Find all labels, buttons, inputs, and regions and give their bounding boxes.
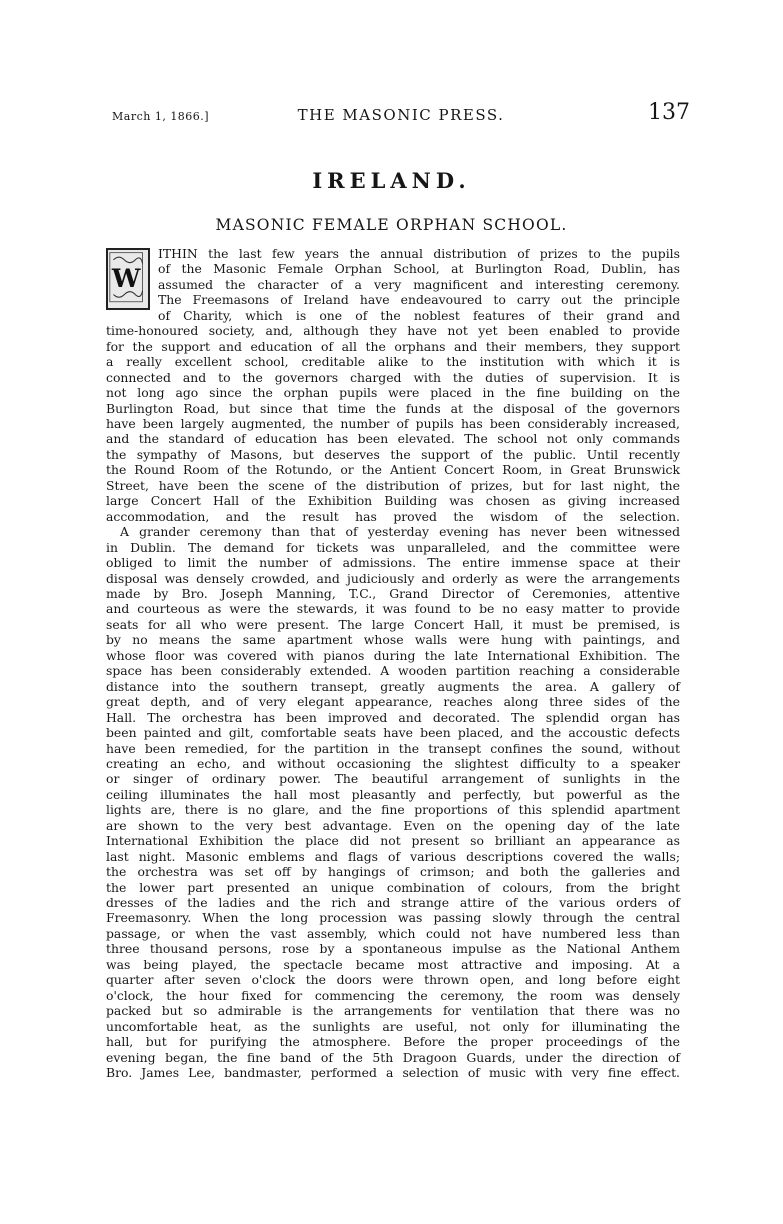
text-line: whose floor was covered with pianos during the late International Exhibition. The <box>106 647 680 663</box>
publication-title: THE MASONIC PRESS. <box>297 106 505 124</box>
text-line: hall, but for purifying the atmosphere. Before the proper proceedings of the <box>106 1034 680 1050</box>
text-line: Freemasonry. When the long procession was passing slowly through the central <box>106 910 680 926</box>
text-line: quarter after seven o'clock the doors were thrown open, and long before eight <box>106 972 680 988</box>
text-line: ITHIN the last few years the annual distribution of prizes to the pupils <box>158 246 680 261</box>
text-line: three thousand persons, rose by a spontaneous impulse as the National Anthem <box>106 941 680 957</box>
text-line: connected and to the governors charged with the duties of supervision. It is <box>106 369 680 385</box>
text-line: have been remedied, for the partition in the transept confines the sound, without <box>106 740 680 756</box>
text-line: seats for all who were present. The large Concert Hall, it must be premised, is <box>106 616 680 632</box>
text-line: great depth, and of very elegant appearance, reaches along three sides of the <box>106 694 680 710</box>
text-line: ceiling illuminates the hall most pleasantly and perfectly, but powerful as the <box>106 786 680 802</box>
text-line: uncomfortable heat, as the sunlights are useful, not only for illuminating the <box>106 1018 680 1034</box>
text-line: disposal was densely crowded, and judiciously and orderly as were the arrangements <box>106 570 680 586</box>
text-line: are shown to the very best advantage. Even on the opening day of the late <box>106 817 680 833</box>
text-line: creating an echo, and without occasioning the slightest difficulty to a speaker <box>106 755 680 771</box>
text-line: distance into the southern transept, greatly augments the area. A gallery of <box>106 678 680 694</box>
text-line: made by Bro. Joseph Manning, T.C., Grand Director of Ceremonies, attentive <box>106 585 680 601</box>
text-line: of Charity, which is one of the noblest features of their grand and <box>158 307 680 323</box>
text-line: the sympathy of Masons, but deserves the support of the public. Until recently <box>106 446 680 462</box>
text-line: and courteous as were the stewards, it was found to be no easy matter to provide <box>106 601 680 617</box>
paragraph-2 <box>106 524 680 1080</box>
text-line: The Freemasons of Ireland have endeavoured to carry out the principle <box>158 292 680 308</box>
article-title: MASONIC FEMALE ORPHAN SCHOOL. <box>215 216 568 234</box>
text-line: obliged to limit the number of admissions. The entire immense space at their <box>106 555 680 571</box>
text-line: the orchestra was set off by hangings of crimson; and both the galleries and <box>106 864 680 880</box>
text-line: time-honoured society, and, although they have not yet been enabled to provide <box>106 323 680 339</box>
text-line: dresses of the ladies and the rich and strange attire of the various orders of <box>106 895 680 911</box>
text-line: was being played, the spectacle became most attractive and imposing. At a <box>106 956 680 972</box>
page-number: 137 <box>648 100 690 125</box>
section-title: IRELAND. <box>312 168 471 193</box>
text-line: have been largely augmented, the number of pupils has been considerably increased, <box>106 415 680 431</box>
svg-text:W: W <box>111 264 141 295</box>
text-line: the lower part presented an unique combination of colours, from the bright <box>106 879 680 895</box>
text-line: by no means the same apartment whose walls were hung with paintings, and <box>106 632 680 648</box>
issue-date: March 1, 1866.] <box>112 110 210 123</box>
text-line: A grander ceremony than that of yesterday evening has never been witnessed <box>120 524 680 540</box>
text-line: for the support and education of all the orphans and their members, they support <box>106 338 680 354</box>
text-line: and the standard of education has been elevated. The school not only commands <box>106 431 680 447</box>
text-line: or singer of ordinary power. The beautiful arrangement of sunlights in the <box>106 771 680 787</box>
text-line: been painted and gilt, comfortable seats have been placed, and the accoustic defects <box>106 725 680 741</box>
paragraph-1 <box>106 246 680 524</box>
text-line: Bro. James Lee, bandmaster, performed a selection of music with very fine effect. <box>106 1065 680 1081</box>
text-line: lights are, there is no glare, and the fine proportions of this splendid apartment <box>106 802 680 818</box>
text-line: Burlington Road, but since that time the funds at the disposal of the governors <box>106 400 680 416</box>
running-header <box>112 100 690 130</box>
text-line: evening began, the fine band of the 5th Dragoon Guards, under the direction of <box>106 1049 680 1065</box>
text-line: a really excellent school, creditable alike to the institution with which it is <box>106 354 680 370</box>
text-line: International Exhibition the place did not present so brilliant an appearance as <box>106 833 680 849</box>
text-line: o'clock, the hour fixed for commencing the ceremony, the room was densely <box>106 987 680 1003</box>
text-line: passage, or when the vast assembly, which could not have numbered less than <box>106 925 680 941</box>
text-line: accommodation, and the result has proved the wisdom of the selection. <box>106 508 680 524</box>
text-line: assumed the character of a very magnificent and interesting ceremony. <box>158 276 680 292</box>
text-line: last night. Masonic emblems and flags of various descriptions covered the walls; <box>106 848 680 864</box>
text-line: the Round Room of the Rotundo, or the Antient Concert Room, in Great Brunswick <box>106 462 680 478</box>
text-line: packed but so admirable is the arrangements for ventilation that there was no <box>106 1003 680 1019</box>
text-line: Street, have been the scene of the distribution of prizes, but for last night, the <box>106 477 680 493</box>
article-body <box>106 246 680 1080</box>
text-line: space has been considerably extended. A wooden partition reaching a considerable <box>106 663 680 679</box>
text-line: not long ago since the orphan pupils were placed in the fine building on the <box>106 385 680 401</box>
text-line: large Concert Hall of the Exhibition Building was chosen as giving increased <box>106 493 680 509</box>
text-line: of the Masonic Female Orphan School, at Burlington Road, Dublin, has <box>158 261 680 277</box>
text-line: in Dublin. The demand for tickets was unparalleled, and the committee were <box>106 539 680 555</box>
text-line: Hall. The orchestra has been improved and decorated. The splendid organ has <box>106 709 680 725</box>
